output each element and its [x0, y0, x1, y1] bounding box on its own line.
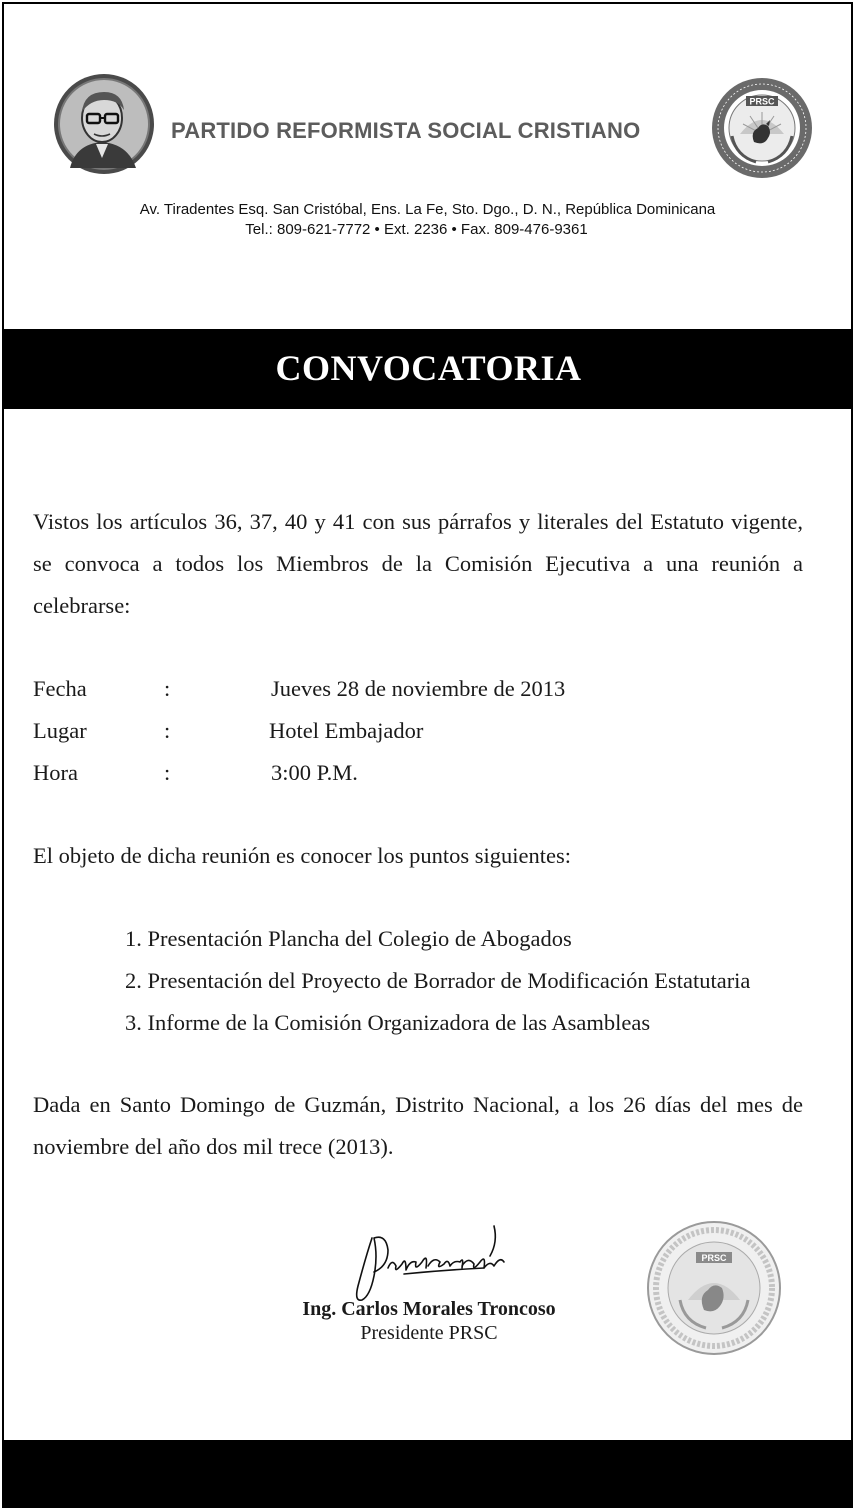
- agenda-list: [125, 918, 750, 1044]
- document-frame: [2, 2, 853, 1504]
- seal-abbrev: PRSC: [749, 96, 775, 107]
- party-name: PARTIDO REFORMISTA SOCIAL CRISTIANO: [171, 118, 641, 143]
- detail-row-fecha: [33, 668, 833, 710]
- letterhead: [4, 4, 851, 329]
- phone-line: Tel.: 809-621-7772 • Ext. 2236 • Fax. 809-476-9361: [245, 221, 588, 238]
- signer-name: Ing. Carlos Morales Troncoso: [302, 1298, 556, 1320]
- agenda-item: 1. Presentación Plancha del Colegio de Abogados: [125, 926, 572, 951]
- signer-block: [244, 1297, 614, 1345]
- detail-value: 3:00 P.M.: [271, 760, 358, 785]
- detail-separator: :: [164, 760, 171, 785]
- address-line: Av. Tiradentes Esq. San Cristóbal, Ens. La Fe, Sto. Dgo., D. N., República Dominicana: [139, 201, 716, 218]
- objective-sentence: El objeto de dicha reunión es conocer los puntos siguientes:: [33, 843, 572, 868]
- footer-band: [2, 1440, 853, 1508]
- title-band: [2, 329, 853, 409]
- agenda-item: 2. Presentación del Proyecto de Borrador de Modificación Estatutaria: [125, 968, 751, 993]
- party-seal-logo: [710, 76, 814, 180]
- agenda-item: 3. Informe de la Comisión Organizadora de las Asambleas: [125, 1010, 651, 1035]
- detail-row-hora: [33, 752, 833, 794]
- detail-row-lugar: [33, 710, 833, 752]
- stamp-abbrev: PRSC: [701, 1253, 727, 1263]
- address-block: [4, 200, 851, 240]
- detail-label: Lugar: [33, 718, 87, 743]
- detail-separator: :: [164, 718, 171, 743]
- document-title: CONVOCATORIA: [275, 348, 582, 388]
- official-stamp: [644, 1218, 784, 1358]
- detail-value: Jueves 28 de noviembre de 2013: [271, 676, 566, 701]
- founder-portrait-logo: [52, 72, 156, 176]
- detail-value: Hotel Embajador: [269, 718, 424, 743]
- detail-separator: :: [164, 676, 171, 701]
- signer-role: Presidente PRSC: [360, 1322, 498, 1344]
- intro-paragraph: Vistos los artículos 36, 37, 40 y 41 con sus párrafos y literales del Estatuto vigente, se convoca a todos los Miembros de la Comisión Ejecutiva a una reunión a celebrarse:: [33, 509, 803, 618]
- detail-label: Hora: [33, 760, 78, 785]
- detail-label: Fecha: [33, 676, 87, 701]
- closing-paragraph: Dada en Santo Domingo de Guzmán, Distrito Nacional, a los 26 días del mes de noviembre del año dos mil trece (2013).: [33, 1092, 803, 1159]
